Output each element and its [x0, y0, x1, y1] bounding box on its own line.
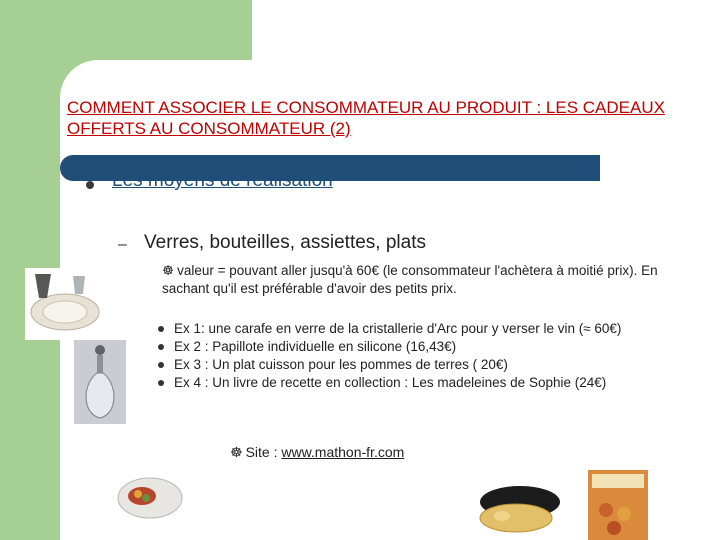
slide-title: COMMENT ASSOCIER LE CONSOMMATEUR AU PRODUIT : LES CADEAUX OFFERTS AU CONSOMMATEUR (2): [67, 98, 665, 138]
bullet-dot-icon: [158, 344, 164, 350]
level2-text: Verres, bouteilles, assiettes, plats: [144, 232, 426, 253]
potato-dish-photo: [472, 470, 568, 540]
level1-bullet-icon: [86, 181, 94, 189]
example-text: Ex 2 : Papillote individuelle en silicone (16,43€): [174, 339, 457, 354]
wheel-icon: ☸: [162, 263, 175, 278]
wheel-icon: ☸: [230, 444, 243, 460]
plate-glasses-photo: [25, 268, 103, 340]
example-text: Ex 3 : Un plat cuisson pour les pommes de terres ( 20€): [174, 357, 508, 372]
carafe-photo: [74, 340, 126, 424]
list-item: [158, 320, 706, 338]
list-item: [158, 374, 706, 392]
recipe-book-photo: [588, 470, 648, 540]
example-text: Ex 1: une carafe en verre de la cristallerie d'Arc pour y verser le vin (≈ 60€): [174, 321, 622, 336]
list-item: [158, 338, 706, 356]
site-line: [230, 444, 404, 461]
list-item: [158, 356, 706, 374]
examples-list: [158, 320, 706, 392]
papillote-photo: [116, 466, 186, 524]
site-link[interactable]: www.mathon-fr.com: [281, 444, 405, 460]
example-text: Ex 4 : Un livre de recette en collection : Les madeleines de Sophie (24€): [174, 375, 607, 390]
site-label: Site :: [245, 444, 282, 460]
bullet-dot-icon: [158, 380, 164, 386]
level3-paragraph: [162, 262, 702, 298]
level2-dash: –: [118, 236, 127, 253]
bullet-dot-icon: [158, 326, 164, 332]
bullet-dot-icon: [158, 362, 164, 368]
level3-text: valeur = pouvant aller jusqu'à 60€ (le consommateur l'achètera à moitié prix). En sachant qu'il est préférable d'avoir des petits prix.: [162, 263, 658, 296]
level1-heading: Les moyens de réalisation: [112, 170, 333, 191]
